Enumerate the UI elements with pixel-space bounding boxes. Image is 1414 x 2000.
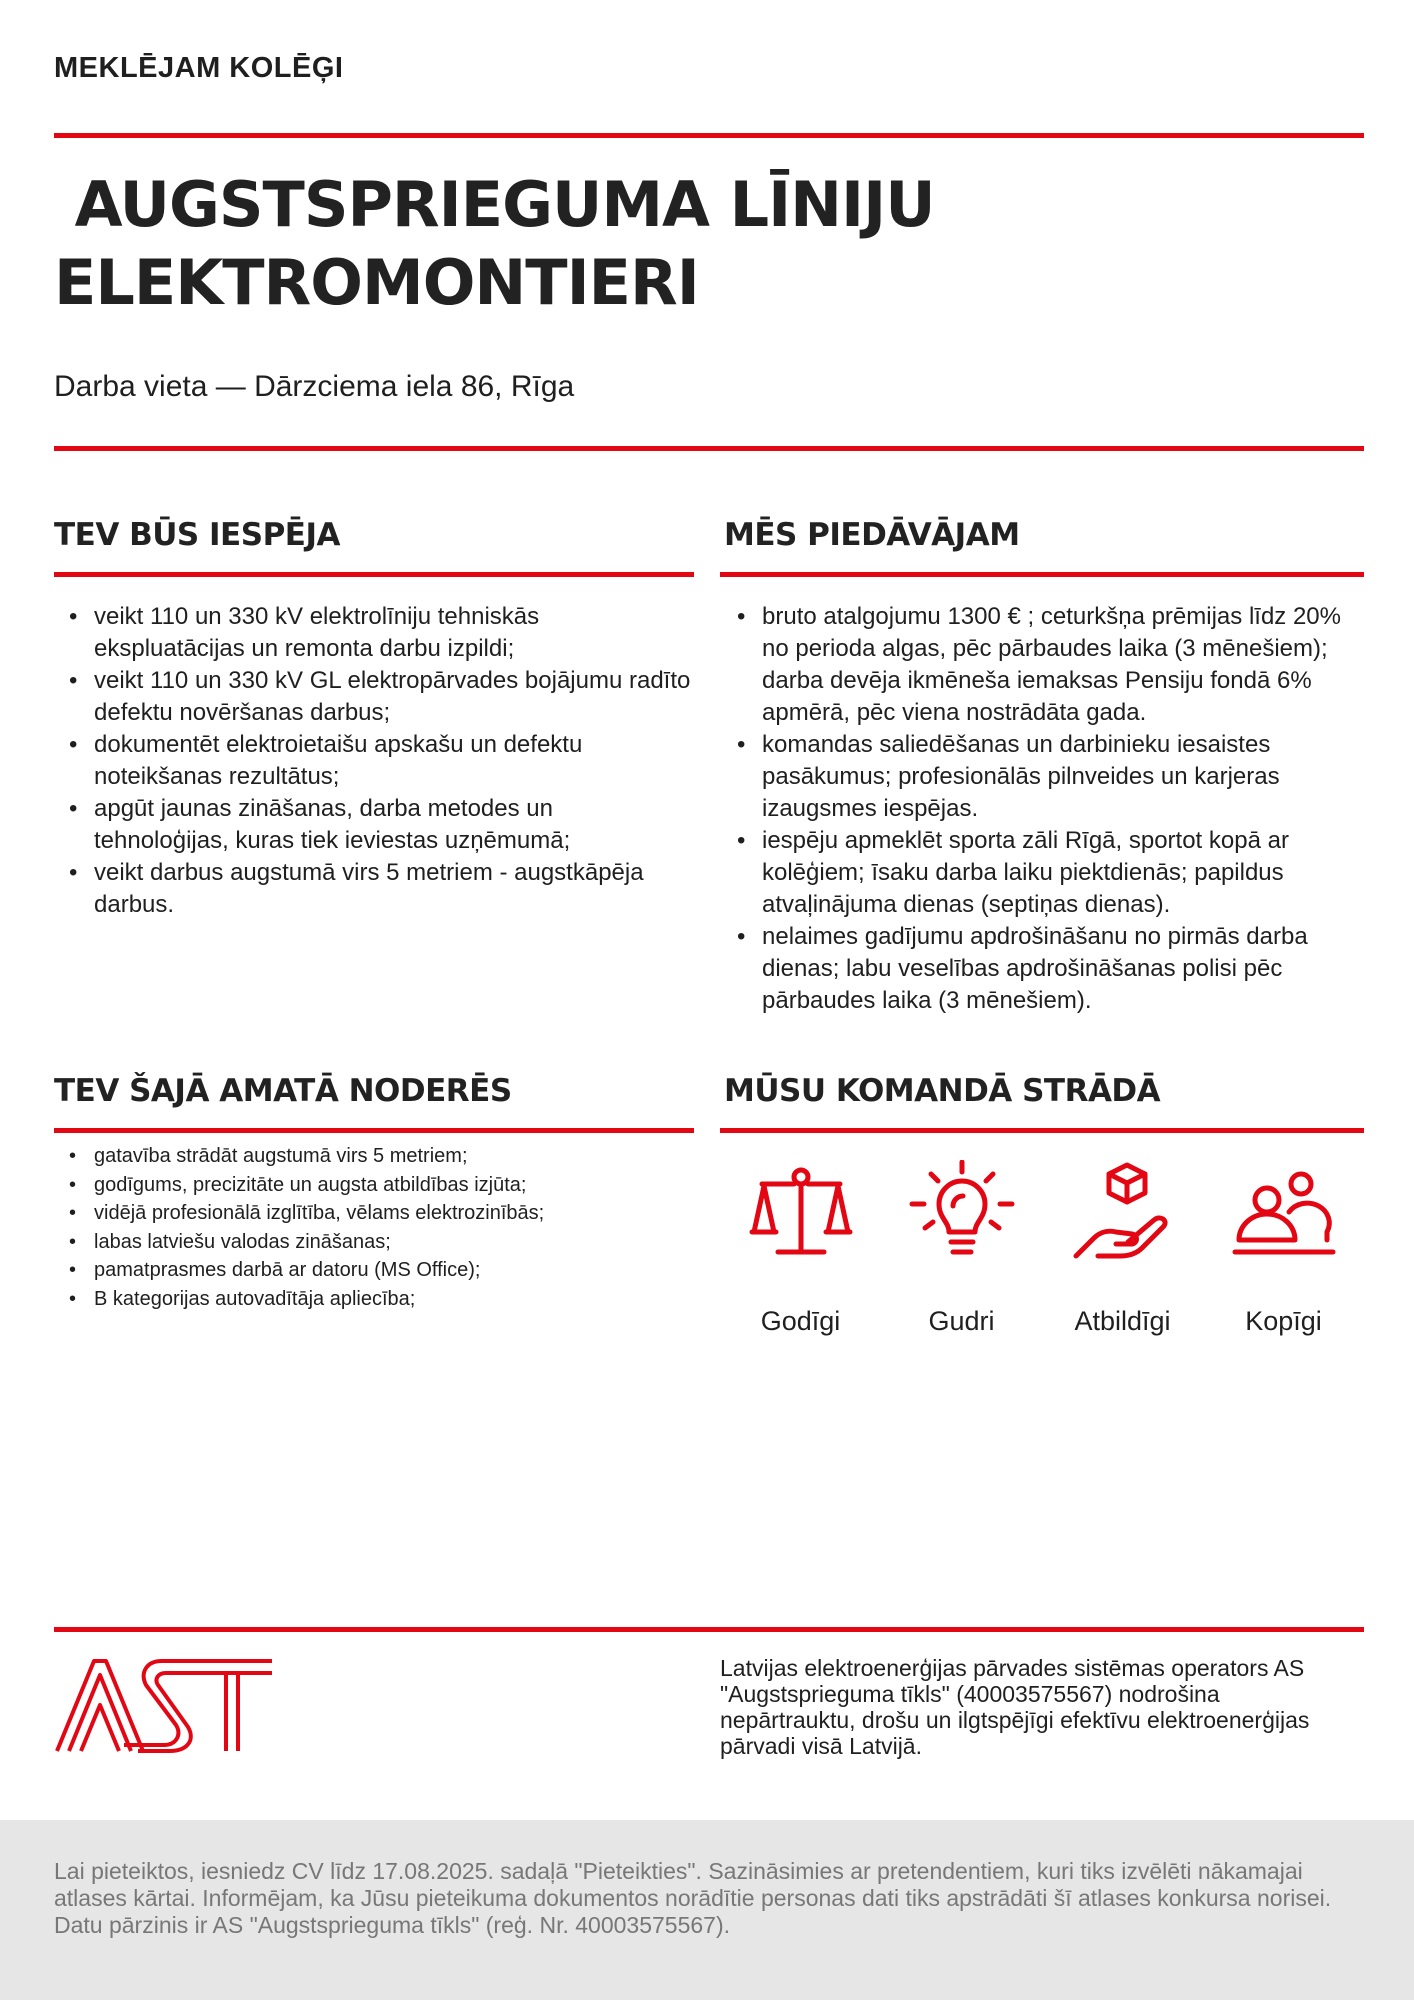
value-label: Godīgi: [760, 1306, 841, 1336]
section-title-opportunity: TEV BŪS IESPĒJA: [54, 517, 340, 553]
work-location: Darba vieta — Dārzciema iela 86, Rīga: [54, 370, 575, 403]
requirements-list: [54, 1142, 694, 1313]
page-title: [54, 166, 1054, 322]
list-item: • dokumentēt elektroietaišu apskašu un defektu noteikšanas rezultātus;: [54, 729, 694, 793]
divider: [720, 1128, 1364, 1133]
list-item: • iespēju apmeklēt sporta zāli Rīgā, sportot kopā ar kolēģiem; īsaku darba laiku piektdienās; papildus atvaļinājuma dienas (septiņas dienas).: [722, 825, 1366, 921]
hand-with-box-icon: [1070, 1160, 1176, 1266]
list-item: • gatavība strādāt augstumā virs 5 metriem;: [54, 1142, 694, 1171]
company-description: Latvijas elektroenerģijas pārvades sistēmas operators AS "Augstsprieguma tīkls" (40003575567) nodrošina nepārtrauktu, drošu un ilgtspējīgi efektīvu elektroenerģijas pārvadi visā Latvijā.: [720, 1655, 1310, 1759]
value-label: Gudri: [928, 1306, 995, 1336]
section-title-team: MŪSU KOMANDĀ STRĀDĀ: [724, 1073, 1161, 1109]
divider: [720, 572, 1364, 577]
value-label: Kopīgi: [1245, 1306, 1322, 1336]
list-item: • nelaimes gadījumu apdrošināšanu no pirmās darba dienas; labu veselības apdrošināšanas polisi pēc pārbaudes laika (3 mēnešiem).: [722, 921, 1366, 1017]
page-title-line-2: ELEKTROMONTIERI: [54, 246, 699, 319]
offer-list: [722, 601, 1366, 1017]
list-item: • veikt 110 un 330 kV GL elektropārvades bojājumu radīto defektu novēršanas darbus;: [54, 665, 694, 729]
people-icon: [1231, 1160, 1337, 1266]
lightbulb-icon: [909, 1160, 1015, 1266]
footer: [0, 1820, 1414, 2000]
value-honest: [720, 1160, 881, 1350]
list-item: • pamatprasmes darbā ar datoru (MS Office);: [54, 1256, 694, 1285]
list-item: • godīgums, precizitāte un augsta atbildības izjūta;: [54, 1171, 694, 1200]
list-item: • labas latviešu valodas zināšanas;: [54, 1228, 694, 1257]
opportunity-list: [54, 601, 694, 921]
divider: [54, 133, 1364, 138]
list-item: • bruto atalgojumu 1300 € ; ceturkšņa prēmijas līdz 20% no perioda algas, pēc pārbaudes laika (3 mēnešiem); darba devēja ikmēneša iemaksas Pensiju fondā 6% apmērā, pēc viena nostrādāta gada.: [722, 601, 1366, 729]
ast-logo: [54, 1655, 274, 1755]
list-item: • komandas saliedēšanas un darbinieku iesaistes pasākumus; profesionālās pilnveides un karjeras izaugsmes iespējas.: [722, 729, 1366, 825]
list-item: • vidējā profesionālā izglītība, vēlams elektrozinībās;: [54, 1199, 694, 1228]
list-item: • veikt 110 un 330 kV elektrolīniju tehniskās ekspluatācijas un remonta darbu izpildi;: [54, 601, 694, 665]
list-item: • veikt darbus augstumā virs 5 metriem - augstkāpēja darbus.: [54, 857, 694, 921]
divider: [54, 572, 694, 577]
value-together: [1203, 1160, 1364, 1350]
section-title-requirements: TEV ŠAJĀ AMATĀ NODERĒS: [54, 1073, 512, 1109]
page-title-line-1: AUGSTSPRIEGUMA LĪNIJU: [54, 168, 935, 241]
value-label: Atbildīgi: [1074, 1306, 1171, 1336]
divider: [54, 1627, 1364, 1632]
eyebrow-label: MEKLĒJAM KOLĒĢI: [54, 52, 344, 84]
section-title-offer: MĒS PIEDĀVĀJAM: [724, 517, 1020, 553]
company-values: [720, 1160, 1364, 1350]
list-item: • apgūt jaunas zināšanas, darba metodes un tehnoloģijas, kuras tiek ieviestas uzņēmumā;: [54, 793, 694, 857]
footer-disclaimer: Lai pieteiktos, iesniedz CV līdz 17.08.2025. sadaļā "Pieteikties". Sazināsimies ar pretendentiem, kuri tiks izvēlēti nākamajai atlases kārtai. Informējam, ka Jūsu pieteikuma dokumentos norādītie personas dati tiks apstrādāti šī atlases konkursa norisei. Datu pārzinis ir AS "Augstsprieguma tīkls" (reģ. Nr. 40003575567).: [54, 1858, 1332, 1938]
divider: [54, 1128, 694, 1133]
value-smart: [881, 1160, 1042, 1350]
value-responsible: [1042, 1160, 1203, 1350]
scales-icon: [748, 1160, 854, 1266]
list-item: • B kategorijas autovadītāja apliecība;: [54, 1285, 694, 1314]
divider: [54, 446, 1364, 451]
